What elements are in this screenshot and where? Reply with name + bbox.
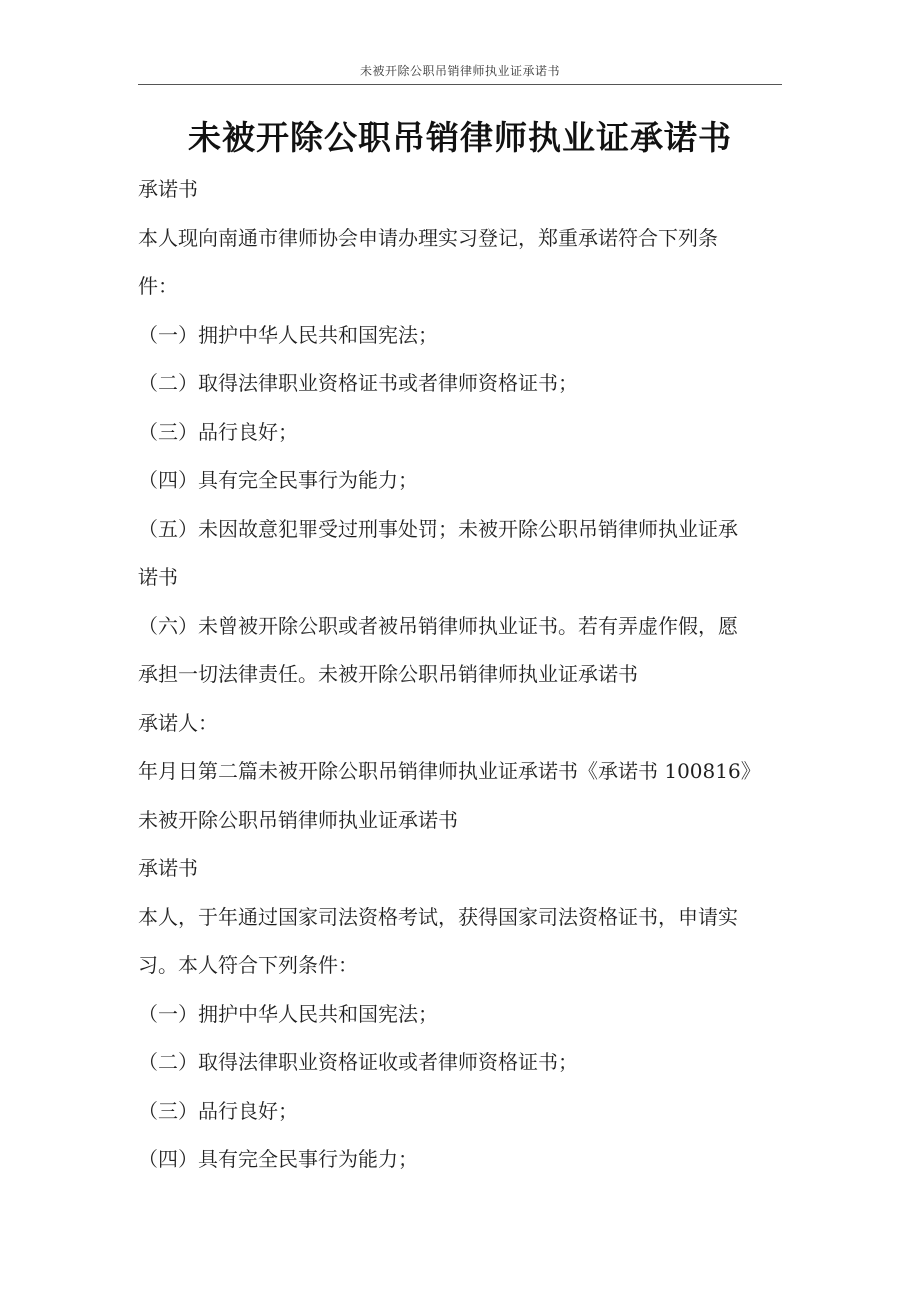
body-line: 诺书 (138, 565, 178, 589)
body-line: （五）未因故意犯罪受过刑事处罚；未被开除公职吊销律师执业证承 (138, 516, 738, 541)
body-line: （一）拥护中华人民共和国宪法； (138, 1001, 438, 1026)
body-line: 承诺书 (138, 856, 198, 880)
body-line: （二）取得法律职业资格证收或者律师资格证书； (138, 1050, 578, 1074)
body-line: 承诺书 (138, 177, 198, 201)
body-line: 承诺人： (138, 710, 218, 735)
body-line: 本人，于年通过国家司法资格考试，获得国家司法资格证书，申请实 (138, 904, 738, 929)
body-line: （六）未曾被开除公职或者被吊销律师执业证书。若有弄虚作假，愿 (138, 613, 738, 638)
body-line: 本人现向南通市律师协会申请办理实习登记，郑重承诺符合下列条 (138, 225, 718, 250)
document-body (138, 165, 786, 1184)
body-line: （四）具有完全民事行为能力； (138, 468, 418, 492)
header-divider (138, 84, 782, 85)
running-header: 未被开除公职吊销律师执业证承诺书 (359, 64, 560, 78)
body-line: 承担一切法律责任。未被开除公职吊销律师执业证承诺书 (138, 662, 638, 686)
body-line: （四）具有完全民事行为能力； (138, 1147, 418, 1171)
body-line: （二）取得法律职业资格证书或者律师资格证书； (138, 371, 578, 395)
body-line: （一）拥护中华人民共和国宪法； (138, 322, 438, 347)
body-line: 年月日第二篇未被开除公职吊销律师执业证承诺书《承诺书 100816》 (138, 759, 761, 783)
body-line: 未被开除公职吊销律师执业证承诺书 (138, 807, 458, 832)
document-title: 未被开除公职吊销律师执业证承诺书 (188, 118, 732, 157)
body-line: 习。本人符合下列条件： (138, 953, 358, 977)
body-line: （三）品行良好； (138, 419, 298, 444)
body-line: （三）品行良好； (138, 1098, 298, 1123)
body-line: 件： (138, 274, 178, 298)
